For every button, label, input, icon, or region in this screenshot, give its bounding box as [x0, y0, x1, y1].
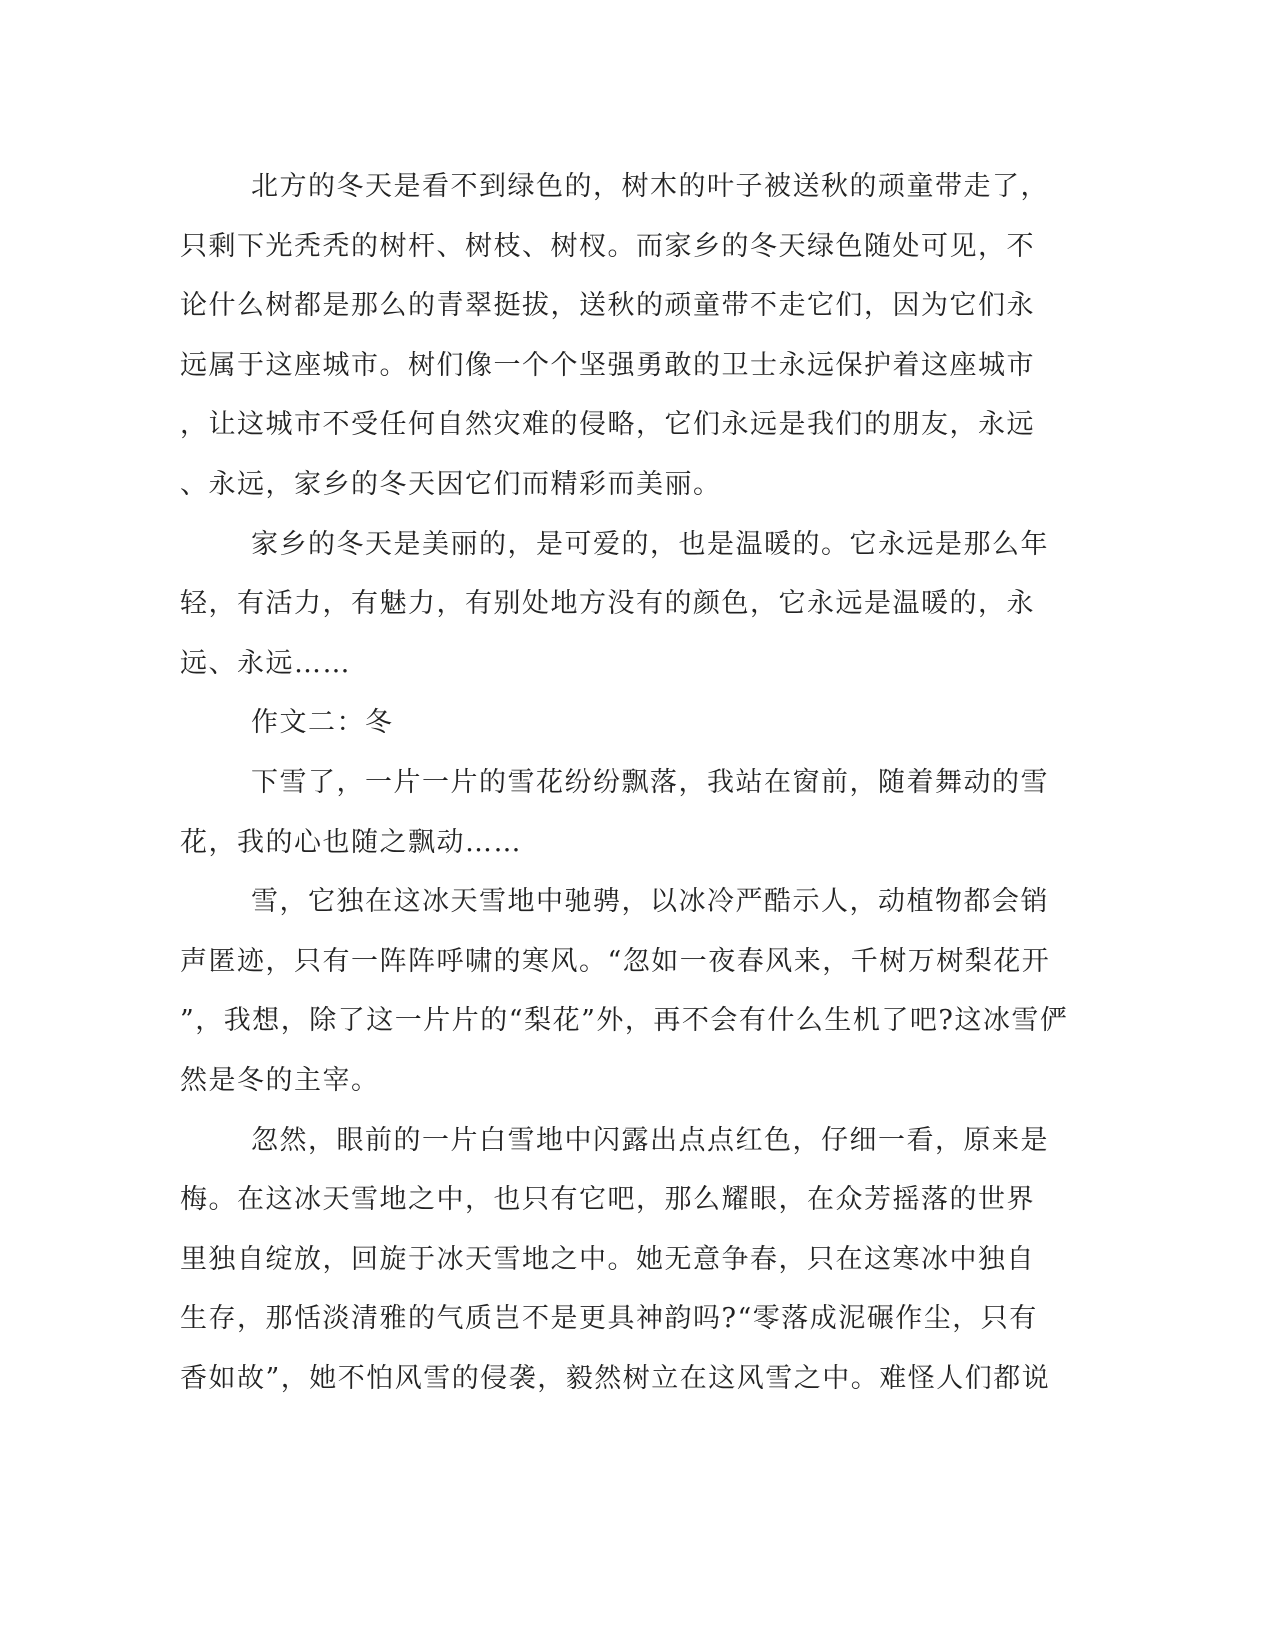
text-line: 只剩下光秃秃的树杆、树枝、树杈。而家乡的冬天绿色随处可见，不: [180, 230, 1035, 262]
document-body: [180, 157, 1069, 1408]
paragraph: [180, 872, 1069, 1110]
heading-text: 作文二：冬: [251, 707, 394, 739]
text-line: 北方的冬天是看不到绿色的，树木的叶子被送秋的顽童带走了，: [251, 171, 1049, 202]
paragraph: [180, 515, 1049, 694]
text-line: 远属于这座城市。树们像一个个坚强勇敢的卫士永远保护着这座城市: [180, 349, 1035, 381]
text-line: 、永远，家乡的冬天因它们而精彩而美丽。: [180, 468, 722, 500]
text-line: 轻，有活力，有魅力，有别处地方没有的颜色，它永远是温暖的，永: [180, 588, 1035, 620]
text-line: 雪，它独在这冰天雪地中驰骋，以冰冷严酷示人，动植物都会销: [251, 886, 1049, 918]
text-line: ，让这城市不受任何自然灾难的侵略，它们永远是我们的朋友，永远: [180, 409, 1035, 441]
text-line: 论什么树都是那么的青翠挺拔，送秋的顽童带不走它们，因为它们永: [180, 290, 1035, 322]
text-line: 忽然，眼前的一片白雪地中闪露出点点红色，仔细一看，原来是: [251, 1124, 1049, 1156]
text-line: 家乡的冬天是美丽的，是可爱的，也是温暖的。它永远是那么年: [251, 528, 1049, 560]
text-line: 声匿迹，只有一阵阵呼啸的寒风。“忽如一夜春风来，千树万树梨花开: [180, 945, 1051, 977]
text-line: 然是冬的主宰。: [180, 1064, 380, 1096]
paragraph: [180, 1111, 1051, 1409]
text-line: 梅。在这冰天雪地之中，也只有它吧，那么耀眼，在众芳摇落的世界: [180, 1184, 1035, 1216]
text-line: 香如故”，她不怕风雪的侵袭，毅然树立在这风雪之中。难怪人们都说: [180, 1362, 1051, 1394]
paragraph: [180, 753, 1049, 872]
text-line: 远、永远……: [180, 647, 351, 679]
text-line: 下雪了，一片一片的雪花纷纷飘落，我站在窗前，随着舞动的雪: [251, 766, 1049, 798]
text-line: 花，我的心也随之飘动……: [180, 826, 522, 858]
essay-heading: [180, 693, 1040, 753]
paragraph: [180, 157, 1049, 515]
text-line: 里独自绽放，回旋于冰天雪地之中。她无意争春，只在这寒冰中独自: [180, 1243, 1035, 1275]
text-line: 生存，那恬淡清雅的气质岂不是更具神韵吗?“零落成泥碾作尘，只有: [180, 1303, 1038, 1335]
text-line: ”，我想，除了这一片片的“梨花”外，再不会有什么生机了吧?这冰雪俨: [180, 1005, 1069, 1037]
